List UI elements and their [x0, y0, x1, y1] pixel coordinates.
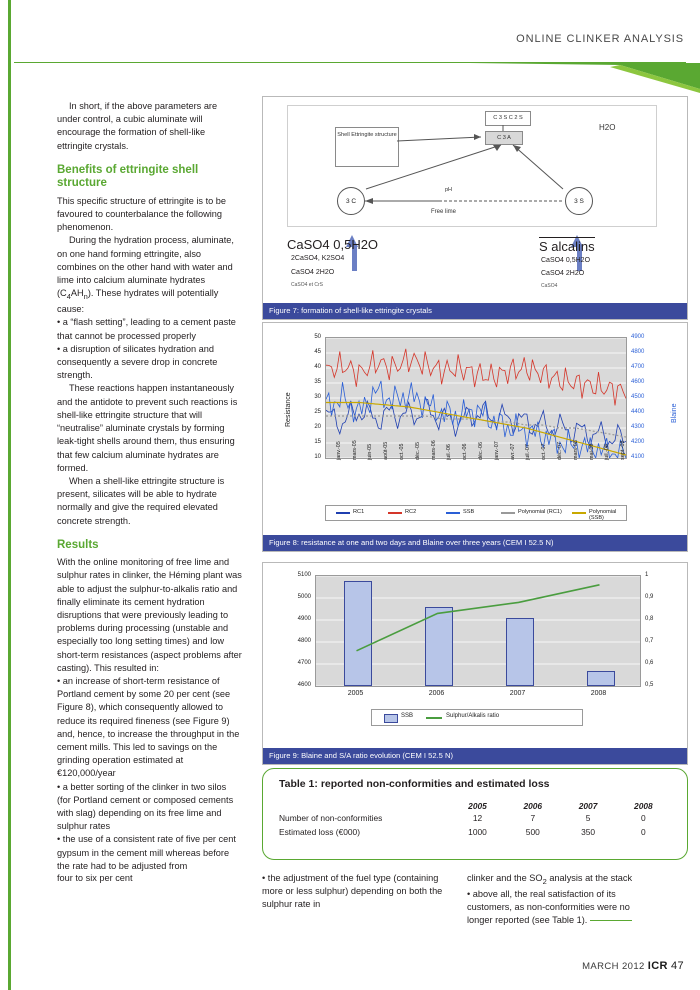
figure-7: [262, 96, 688, 320]
figure-9-y2-tick: 0,6: [645, 660, 654, 666]
figure-8-x-tick: juin-05: [367, 443, 374, 460]
table-col-2005: 2005: [468, 801, 487, 811]
left-green-edge: [0, 0, 14, 990]
figure-8-x-tick: juil.-07: [525, 444, 532, 460]
figure-8-y-tick: 45: [314, 349, 321, 355]
figure-8-y-tick: 30: [314, 394, 321, 400]
figure-8-ylabel: Resistance: [285, 392, 292, 427]
table-row: [279, 811, 671, 825]
figure-8-x-tick: déc.-06: [478, 442, 484, 460]
figure-8-y-tick: 50: [314, 334, 321, 340]
label-caso4-left-sub3: CaSO4 et CrS: [291, 282, 323, 288]
figure-8-legend-swatch: [572, 512, 586, 514]
figure-8-y-tick: 20: [314, 424, 321, 430]
label-right-sub1: CaSO4 0,5H2O: [541, 257, 591, 264]
paragraph-structure: This specific structure of ettringite is to be favoured to counterbalance the following phenomenon.: [57, 195, 227, 233]
paragraph-shell-present: When a shell-like ettringite structure is present, silicates will be able to hydrate normally and give the required elevated concrete strength.: [57, 475, 225, 526]
figure-9-line-series: [316, 576, 640, 686]
bottom-text-1: four to six per cent: [57, 873, 133, 883]
paragraph-reactions: These reactions happen instantaneously and the antidote to prevent such reactions is shell-like ettringite structure that will “neutralise” aluminate crystals by forming leak-tight shells around them, thus ensuring that few calcium aluminate hydrates are formed.: [57, 383, 238, 473]
figure-9-y2-tick: 0,8: [645, 616, 654, 622]
figure-9-y2-tick: 1: [645, 572, 649, 578]
figure-8-legend-label: SSB: [463, 509, 475, 515]
bottom-text-4-body: • above all, the real satisfaction of its customers, as non-conformities were no longer reported (see Table 1).: [467, 889, 630, 926]
table-1-title: Table 1: reported non-conformities and estimated loss: [279, 778, 550, 790]
figure-7-connector-lines: [263, 97, 687, 233]
figure-8-x-tick: avr.-07: [509, 443, 516, 460]
footer-page-number: 47: [670, 960, 684, 972]
label-caso4-left-sub2: CaSO4 2H2O: [291, 269, 335, 276]
table-row: [279, 825, 671, 839]
figure-8-y2label: Blaine: [671, 403, 678, 423]
figure-8-x-tick: mars-05: [351, 440, 358, 460]
figure-9-y-tick: 4900: [297, 616, 311, 622]
figure-8-y-tick: 10: [314, 454, 321, 460]
heading-benefits: Benefits of ettringite shell structure: [57, 163, 199, 190]
node-c3a: C 3 A: [485, 131, 523, 145]
figure-8-x-tick: janv.-07: [493, 441, 500, 460]
table-row-label: Estimated loss (€000): [279, 827, 360, 837]
figure-8-x-tick: mars-06: [430, 440, 437, 460]
paragraph-intro: In short, if the above parameters are under control, a cubic aluminate will encourage the formation of shell-like ettringite crystals.: [57, 101, 218, 151]
bottom-column-1: [57, 872, 242, 885]
figure-9: [262, 562, 688, 765]
bullet-flash-setting: • a “flash setting”, leading to a cement paste that cannot be processed properly: [57, 317, 236, 341]
figure-8-x-tick: oct.-05: [399, 443, 406, 460]
figure-7-body: [263, 97, 687, 303]
figure-8-y2-tick: 4900: [631, 334, 645, 340]
table-cell: 0: [641, 813, 646, 823]
figure-8-y-tick: 40: [314, 364, 321, 370]
figure-8-caption: Figure 8: resistance at one and two days and Blaine over three years (CEM I 52.5 N): [263, 535, 687, 551]
paragraph-results: With the online monitoring of free lime and sulphur rates in clinker, the Héming plant was able to adjust the sulphur-to-alkalis ratio and finally eliminate its cement hydration disruptions that were previously leading to problems during processing (unstable and especially too long setting times) and low short-term resistances (aspect problems after casting). This resulted in:: [57, 557, 242, 673]
figure-8-x-tick: sept.-08: [620, 440, 627, 460]
label-s-alcalins: S alcalins: [539, 239, 595, 254]
left-text-column: [57, 100, 242, 873]
label-free-lime: Free lime: [431, 209, 457, 215]
figure-9-legend-label-ssb: SSB: [401, 713, 414, 719]
figure-9-body: [263, 563, 687, 748]
figure-8-legend-swatch: [336, 512, 350, 514]
figure-9-y-tick: 5100: [297, 572, 311, 578]
figure-8-y-tick: 25: [314, 409, 321, 415]
figure-8-x-tick: déc.-07: [556, 442, 563, 460]
figure-9-y-tick: 4700: [297, 660, 311, 666]
figure-8-plot-area: [325, 337, 627, 459]
figure-8-legend-label: RC2: [405, 509, 417, 515]
figure-8-y2-tick: 4500: [631, 394, 645, 400]
page-footer: [582, 960, 684, 972]
figure-9-legend-swatch-ratio: [426, 717, 442, 719]
figure-8-legend-swatch: [388, 512, 402, 514]
figure-8-legend-label: Polynomial (RC1): [518, 509, 562, 515]
node-3c: 3 C: [337, 187, 365, 215]
figure-8-body: [263, 323, 687, 535]
figure-9-x-tick: 2005: [347, 690, 364, 697]
figure-8-y2-tick: 4100: [631, 454, 645, 460]
figure-8-x-tick: août-05: [383, 441, 390, 460]
figure-8-x-tick: mai-08: [588, 443, 595, 460]
table-cell: 7: [530, 813, 536, 823]
node-c3s-c2s: C 3 S C 2 S: [485, 111, 531, 126]
footer-date: MARCH 2012: [582, 961, 645, 972]
table-col-2008: 2008: [634, 801, 653, 811]
figure-9-y-tick: 5000: [297, 594, 311, 600]
table-col-2006: 2006: [523, 801, 543, 811]
page-header-title: ONLINE CLINKER ANALYSIS: [516, 33, 684, 45]
heading-results: Results: [57, 538, 99, 551]
figure-8-y-tick: 35: [314, 379, 321, 385]
figure-9-x-tick: 2008: [590, 690, 607, 697]
paragraph-hydration: During the hydration process, aluminate, on one hand forming ettringite, also combines on the other hand with water and lime into calcium aluminate hydrates $(C_4AH_n)$. These hydrates will potentially cause:: [57, 235, 234, 315]
figure-9-y-tick: 4800: [297, 638, 311, 644]
figure-9-legend: [371, 709, 583, 726]
figure-9-y-tick: 4600: [297, 682, 311, 688]
table-row-label: Number of non-conformities: [279, 813, 383, 823]
figure-9-y2-tick: 0,7: [645, 638, 654, 644]
table-col-2007: 2007: [578, 801, 598, 811]
figure-8-legend-label: Polynomial (SSB): [589, 509, 617, 521]
label-right-sub3: CaSO4: [541, 283, 558, 289]
figure-8-y2-tick: 4200: [631, 439, 645, 445]
figure-8-x-tick: oct.-07: [541, 443, 548, 460]
header-swoosh-graphic: [470, 63, 700, 93]
table-cell: 12: [472, 813, 483, 823]
figure-8-legend-swatch: [501, 512, 515, 514]
figure-9-x-tick: 2006: [428, 690, 445, 697]
bullet-resistance-increase: • an increase of short-term resistance of Portland cement by some 20 per cent (see Figure 8), which consequently allowed to reduce its required fineness (see Figure 9) and, hence, to increase the throughput in the cement mills. This led to savings on the grinding operation estimated at €120,000/year: [57, 676, 240, 779]
table-1-grid: [279, 801, 671, 839]
figure-8-x-tick: mars-08: [572, 440, 579, 460]
figure-8-y-tick: 15: [314, 439, 321, 445]
figure-9-plot-area: [315, 575, 641, 687]
figure-8-y2-tick: 4800: [631, 349, 645, 355]
figure-8: [262, 322, 688, 552]
table-cell: 5: [585, 813, 591, 823]
table-cell: 500: [525, 827, 540, 837]
figure-8-x-tick: janv.-05: [335, 441, 342, 460]
bottom-column-2: [262, 872, 447, 912]
end-of-article-rule: [590, 920, 632, 921]
figure-8-x-tick: déc.-05: [414, 442, 421, 460]
bottom-text-4: [467, 888, 652, 928]
table-cell: 0: [641, 827, 646, 837]
figure-8-y2-tick: 4600: [631, 379, 645, 385]
table-cell: 1000: [468, 827, 487, 837]
bullet-gypsum-rate: • the use of a consistent rate of five per cent gypsum in the cement mill whereas before the rate had to be adjusted from: [57, 834, 236, 871]
figure-8-y2-tick: 4700: [631, 364, 645, 370]
table-1: [262, 768, 688, 860]
node-3s: 3 S: [565, 187, 593, 215]
figure-9-legend-swatch-ssb: [384, 714, 398, 723]
node-shell-ettringite: Shell Ettringite structure: [335, 127, 399, 167]
figure-9-y2-tick: 0,5: [645, 682, 654, 688]
figure-9-x-tick: 2007: [509, 690, 526, 697]
label-caso4-left-sub1: 2CaSO4, K2SO4: [291, 255, 345, 262]
figure-8-y2-tick: 4400: [631, 409, 645, 415]
bottom-text-3: clinker and the $SO_2$ analysis at the stack: [467, 873, 633, 886]
bottom-column-3: [467, 872, 652, 928]
figure-8-series: [326, 338, 626, 458]
label-h2o: H2O: [599, 123, 616, 132]
table-cell: 350: [581, 827, 596, 837]
bullet-clinker-sorting: • a better sorting of the clinker in two silos (for Portland cement or composed cements with slag) depending on its free lime and sulphur rates: [57, 781, 234, 832]
figure-8-legend-label: RC1: [353, 509, 365, 515]
figure-8-x-tick: juil.-08: [604, 444, 611, 460]
bullet-silicate-disruption: • a disruption of silicates hydration and consequently a severe drop in concrete strength.: [57, 343, 218, 381]
figure-8-legend: [325, 505, 627, 521]
footer-brand: ICR: [647, 960, 668, 972]
table-header-row: [279, 801, 671, 811]
figure-9-caption: Figure 9: Blaine and S/A ratio evolution (CEM I 52.5 N): [263, 748, 687, 764]
figure-8-x-tick: juil.-06: [446, 444, 453, 460]
figure-8-legend-swatch: [446, 512, 460, 514]
label-ph: pH: [445, 187, 453, 193]
label-right-sub2: CaSO4 2H2O: [541, 270, 585, 277]
figure-9-y2-tick: 0,9: [645, 594, 654, 600]
figure-9-legend-label-ratio: Sulphur/Alkalis ratio: [446, 713, 500, 719]
figure-7-caption: Figure 7: formation of shell-like ettringite crystals: [263, 303, 687, 319]
label-caso4-left: CaSO4 0,5H2O: [287, 237, 379, 252]
figure-8-x-tick: oct.-06: [462, 443, 469, 460]
bottom-text-2: • the adjustment of the fuel type (containing more or less sulphur) depending on both the sulphur rate in: [262, 873, 443, 910]
figure-8-y2-tick: 4300: [631, 424, 645, 430]
